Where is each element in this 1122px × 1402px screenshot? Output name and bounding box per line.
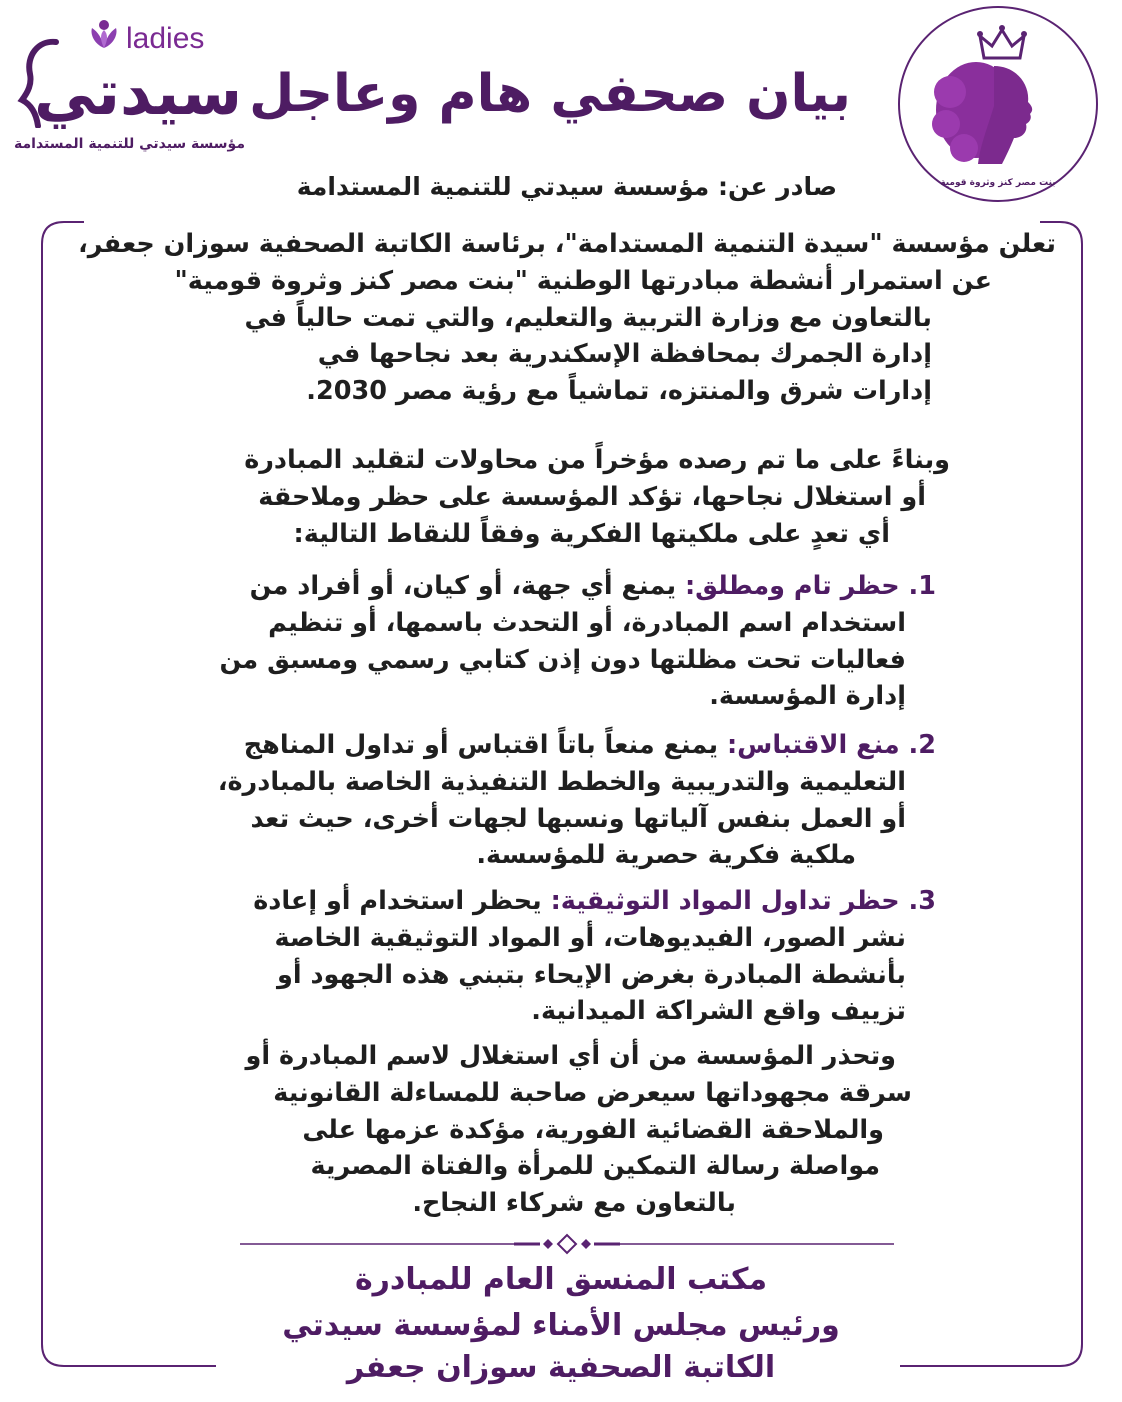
text-line: تزييف واقع الشراكة الميدانية. [531,996,906,1027]
text-line: أو العمل بنفس آلياتها ونسبها لجهات أخرى، حيث تعد [250,803,906,834]
item-text: يحظر استخدام أو إعادة [253,886,551,916]
item-text: يمنع منعاً باتاً اقتباس أو تداول المناهج [243,730,727,760]
issuer-line: صادر عن: مؤسسة سيدتي للتنمية المستدامة [296,172,837,201]
sayidati-logo [6,8,245,158]
item-heading: 1. حظر تام ومطلق: [684,571,936,601]
text-line: سرقة مجهوداتها سيعرض صاحبة للمساءلة القانونية [273,1077,912,1108]
text-line: وتحذر المؤسسة من أن أي استغلال لاسم المبادرة أو [245,1041,896,1071]
page-title: بيان صحفي هام وعاجل [249,64,851,124]
intro-paragraph [78,226,1056,410]
text-line: أي تعدٍ على ملكيتها الفكرية وفقاً للنقاط التالية: [293,518,890,549]
text-line: إدارة المؤسسة. [709,681,906,712]
text-line: والملاحقة القضائية الفورية، مؤكدة عزمها على [302,1114,884,1145]
crowned-girl-icon [898,6,1098,176]
logo-caption: بنت مصر كنز وثروة قومية [940,178,1056,188]
text-line: إدارة الجمرك بمحافظة الإسكندرية بعد نجاحها في [317,339,932,370]
item-heading: 2. منع الاقتباس: [726,730,936,760]
closing-paragraph [246,1038,912,1222]
item-text: يمنع أي جهة، أو كيان، أو أفراد من [249,571,685,601]
logo-brand-text: سيدتي [34,56,243,129]
warning-paragraph [244,442,950,552]
text-line: بالتعاون مع شركاء النجاح. [412,1188,736,1219]
logo-ladies-text: ladies [126,22,205,55]
text-line: أو استغلال نجاحها، تؤكد المؤسسة على حظر وملاحقة [258,481,926,512]
signature-line: ورئيس مجلس الأمناء لمؤسسة سيدتي [282,1308,840,1343]
text-line: التعليمية والتدريبية والخطط التنفيذية الخاصة بالمبادرة، [217,766,906,797]
text-line: نشر الصور، الفيديوهات، أو المواد التوثيقية الخاصة [274,922,906,953]
signature-line: الكاتبة الصحفية سوزان جعفر [346,1350,776,1385]
lotus-icon [84,18,124,52]
list-item [219,568,936,715]
text-line: مواصلة رسالة التمكين للمرأة والفتاة المصرية [310,1151,880,1182]
list-item [217,727,936,874]
text-line: تعلن مؤسسة "سيدة التنمية المستدامة"، برئاسة الكاتبة الصحفية سوزان جعفر، [78,229,1056,259]
text-line: عن استمرار أنشطة مبادرتها الوطنية "بنت مصر كنز وثروة قومية" [174,265,992,296]
signature-line: مكتب المنسق العام للمبادرة [354,1262,768,1297]
text-line: إدارات شرق والمنتزه، تماشياً مع رؤية مصر 2030. [306,376,932,407]
list-item [253,883,936,1030]
text-line: بأنشطة المبادرة بغرض الإيحاء بتبني هذه الجهود أو [276,959,906,990]
logo-subtitle: مؤسسة سيدتي للتنمية المستدامة [14,136,245,152]
text-line: ملكية فكرية حصرية للمؤسسة. [476,840,856,871]
item-heading: 3. حظر تداول المواد التوثيقية: [550,886,936,916]
text-line: وبناءً على ما تم رصده مؤخراً من محاولات لتقليد المبادرة [244,445,950,475]
text-line: بالتعاون مع وزارة التربية والتعليم، والتي تمت حالياً في [244,302,932,333]
ornament-divider [240,1232,894,1256]
initiative-logo [898,6,1102,202]
text-line: فعاليات تحت مظلتها دون إذن كتابي رسمي ومسبق من [219,644,906,675]
text-line: استخدام اسم المبادرة، أو التحدث باسمها، أو تنظيم [268,607,906,638]
